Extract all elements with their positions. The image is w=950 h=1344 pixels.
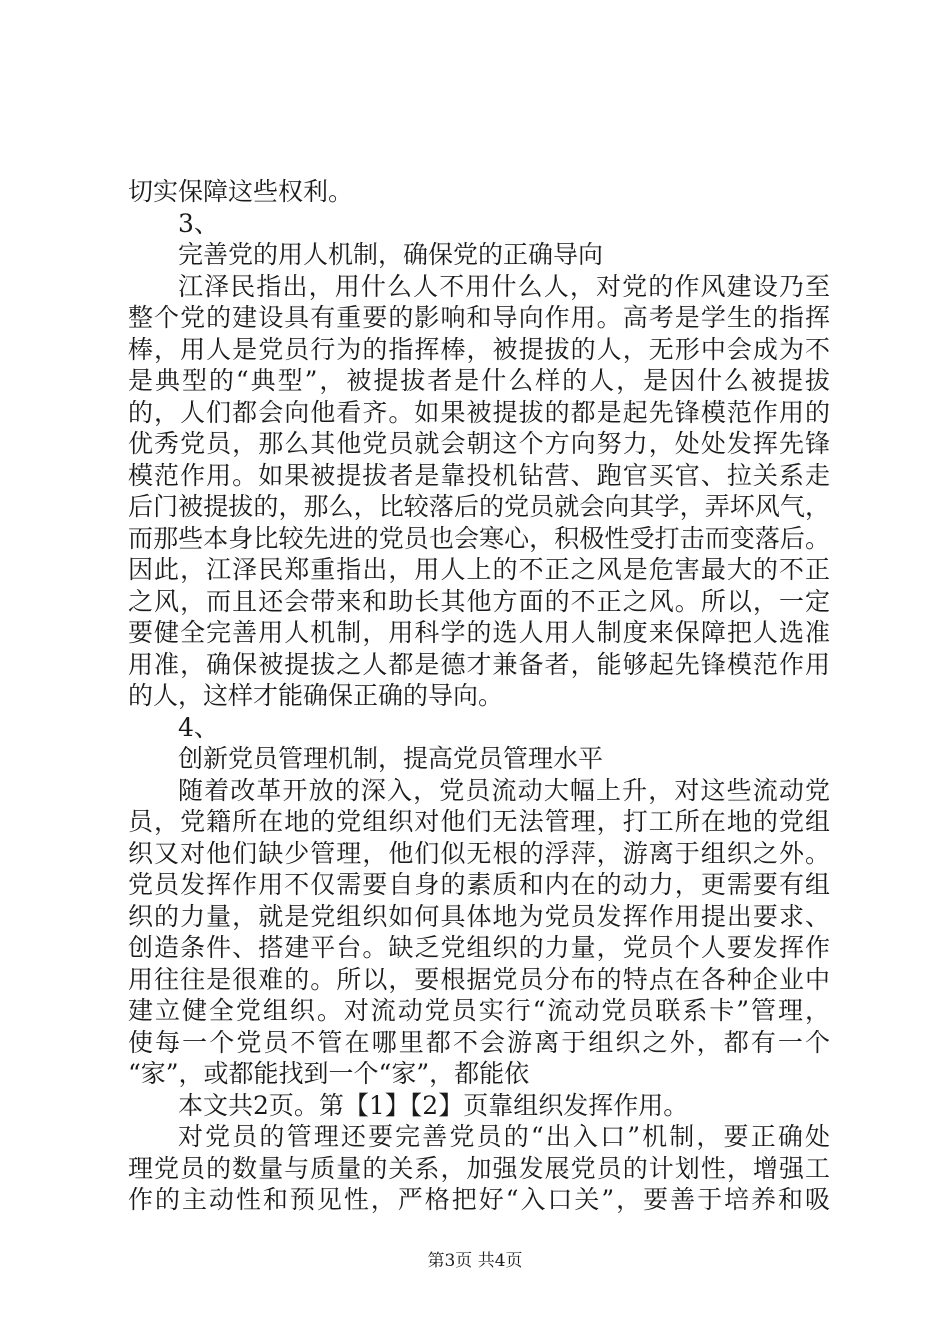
text-line: 用准，确保被提拔之人都是德才兼备者，能够起先锋模范作用: [128, 649, 830, 679]
text-line: 整个党的建设具有重要的影响和导向作用。高考是学生的指挥: [128, 303, 830, 332]
text-line: 作的主动性和预见性，严格把好“入口关”，要善于培养和吸: [128, 1185, 830, 1214]
text-line: “家”，或都能找到一个“家”，都能依: [128, 1059, 530, 1088]
text-line: 员，党籍所在地的党组织对他们无法管理，打工所在地的党组: [128, 807, 830, 836]
text-line: 理党员的数量与质量的关系，加强发展党员的计划性，增强工: [128, 1153, 830, 1183]
text-line: 而那些本身比较先进的党员也会寒心，积极性受打击而变落后。: [128, 523, 830, 553]
text-line: 使每一个党员不管在哪里都不会游离于组织之外，都有一个: [128, 1027, 830, 1057]
section-heading: 创新党员管理机制，提高党员管理水平: [178, 744, 604, 773]
text-line: 的人，这样才能确保正确的导向。: [128, 681, 504, 710]
section-number: 4、: [178, 712, 219, 742]
text-line: 模范作用。如果被提拔者是靠投机钻营、跑官买官、拉关系走: [128, 460, 830, 490]
text-line: 党员发挥作用不仅需要自身的素质和内在的动力，更需要有组: [128, 870, 830, 899]
text-line: 江泽民指出，用什么人不用什么人，对党的作风建设乃至: [178, 271, 830, 301]
text-line: 用往往是很难的。所以，要根据党员分布的特点在各种企业中: [128, 964, 830, 994]
text-line: 优秀党员，那么其他党员就会朝这个方向努力，处处发挥先锋: [128, 429, 830, 458]
section-number: 3、: [178, 208, 219, 238]
text-line: 是典型的“典型”，被提拔者是什么样的人，是因什么被提拔: [128, 366, 830, 395]
text-line: 织的力量，就是党组织如何具体地为党员发挥作用提出要求、: [128, 901, 830, 931]
section-heading: 完善党的用人机制，确保党的正确导向: [178, 240, 604, 269]
text-line: 后门被提拔的，那么，比较落后的党员就会向其学，弄坏风气，: [128, 492, 830, 521]
page-footer: 第3页 共4页: [427, 1251, 523, 1271]
text-line: 之风，而且还会带来和助长其他方面的不正之风。所以，一定: [128, 586, 830, 616]
text-line: 对党员的管理还要完善党员的“出入口”机制，要正确处: [178, 1122, 830, 1151]
page-continuation-note: 本文共2页。第【1】【2】页靠组织发挥作用。: [178, 1090, 689, 1120]
text-line: 随着改革开放的深入，党员流动大幅上升，对这些流动党: [178, 775, 830, 805]
text-line: 要健全完善用人机制，用科学的选人用人制度来保障把人选准: [128, 618, 830, 647]
body-text: [128, 176, 830, 1216]
text-line: 建立健全党组织。对流动党员实行“流动党员联系卡”管理，: [128, 996, 830, 1025]
text-line: 切实保障这些权利。: [128, 177, 354, 206]
text-line: 创造条件、搭建平台。缺乏党组织的力量，党员个人要发挥作: [128, 933, 830, 962]
text-line: 棒，用人是党员行为的指挥棒，被提拔的人，无形中会成为不: [128, 334, 830, 364]
text-line: 因此，江泽民郑重指出，用人上的不正之风是危害最大的不正: [128, 555, 830, 584]
text-line: 的，人们都会向他看齐。如果被提拔的都是起先锋模范作用的: [128, 397, 830, 427]
text-line: 织又对他们缺少管理，他们似无根的浮萍，游离于组织之外。: [128, 838, 830, 868]
